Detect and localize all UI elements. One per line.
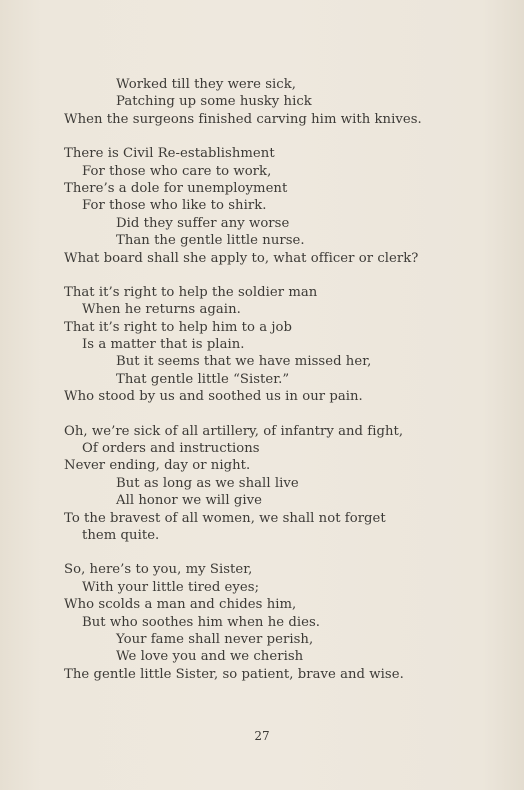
stanza <box>64 561 484 683</box>
poem-line: For those who like to shirk. <box>82 198 267 214</box>
poem-line: To the bravest of all women, we shall not forget <box>64 510 386 526</box>
poem-line: Your fame shall never perish, <box>116 631 314 647</box>
poem-line: Who stood by us and soothed us in our pain. <box>64 389 363 405</box>
poem-line: So, here’s to you, my Sister, <box>64 562 253 578</box>
poem-line: There is Civil Re-establishment <box>64 146 275 162</box>
poem-line: We love you and we cherish <box>116 649 304 665</box>
stanza <box>64 284 484 406</box>
poem-line: What board shall she apply to, what officer or clerk? <box>64 250 419 266</box>
poem-line: But who soothes him when he dies. <box>82 614 321 630</box>
poem-line: There’s a dole for unemployment <box>64 180 288 196</box>
poem-line: When the surgeons finished carving him with knives. <box>64 111 422 127</box>
stanza <box>64 76 484 128</box>
poem-line: When he returns again. <box>82 302 241 318</box>
poem-line: For those who care to work, <box>82 163 272 179</box>
poem <box>64 76 484 700</box>
poem-line: Patching up some husky hick <box>116 94 312 110</box>
poem-line: Oh, we’re sick of all artillery, of infantry and fight, <box>64 423 404 439</box>
poem-line: Never ending, day or night. <box>64 458 251 474</box>
stanza <box>64 145 484 267</box>
poem-line: That it’s right to help him to a job <box>64 319 293 335</box>
poem-line: Is a matter that is plain. <box>82 337 245 353</box>
poem-line: That gentle little “Sister.” <box>116 371 290 387</box>
poem-line: With your little tired eyes; <box>82 579 260 595</box>
poem-line: But it seems that we have missed her, <box>116 354 372 370</box>
poem-line: All honor we will give <box>116 493 262 509</box>
poem-line: But as long as we shall live <box>116 475 299 491</box>
poem-line: The gentle little Sister, so patient, brave and wise. <box>64 666 404 682</box>
poem-line: Who scolds a man and chides him, <box>64 597 297 613</box>
poem-line: Of orders and instructions <box>82 441 260 457</box>
page-number: 27 <box>254 729 270 743</box>
stanza <box>64 423 484 545</box>
poem-line: Than the gentle little nurse. <box>116 233 305 249</box>
poem-line: That it’s right to help the soldier man <box>64 284 318 300</box>
poem-line: Did they suffer any worse <box>116 215 290 231</box>
poem-line: Worked till they were sick, <box>116 77 297 92</box>
poem-line: them quite. <box>82 527 160 543</box>
